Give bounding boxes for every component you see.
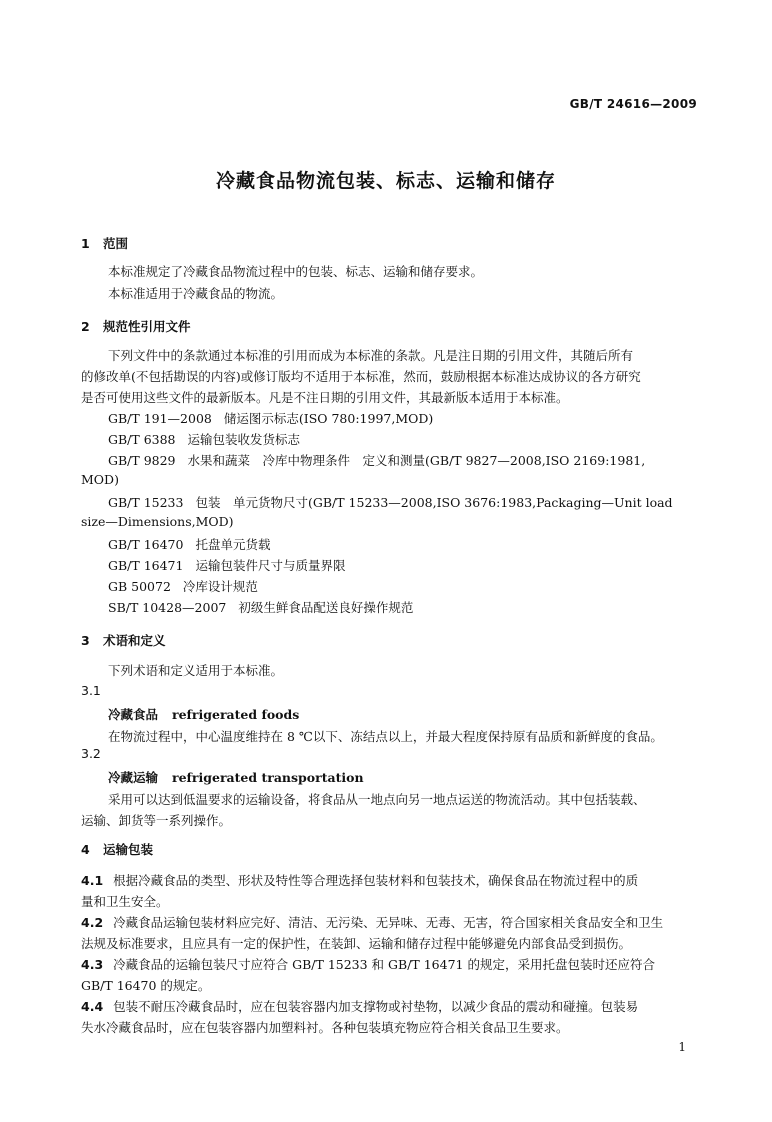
reference-code: GB/T 191—2008 <box>108 411 212 426</box>
section-4-heading <box>81 840 153 858</box>
clause-text: 根据冷藏食品的类型、形状及特性等合理选择包装材料和包装技术，确保食品在物流过程中的质 <box>113 873 639 888</box>
reference-code: GB 50072 <box>108 579 171 594</box>
clause-line <box>81 997 693 1015</box>
page-number: 1 <box>678 1040 686 1054</box>
term-chinese: 冷藏运输 <box>108 770 159 785</box>
clause-line: 法规及标准要求，且应具有一定的保护性，在装卸、运输和储存过程中能够避免内部食品受到损伤。 <box>81 936 632 951</box>
paragraph-line: 本标准规定了冷藏食品物流过程中的包装、标志、运输和储存要求。 <box>108 264 484 279</box>
reference-code: GB/T 15233 <box>108 495 184 510</box>
term-definition: 采用可以达到低温要求的运输设备，将食品从一地点向另一地点运送的物流活动。其中包括装载、 <box>108 792 646 807</box>
clause-line: GB/T 16470 的规定。 <box>81 978 211 993</box>
reference-item <box>108 493 673 511</box>
clause-line: 量和卫生安全。 <box>81 894 169 909</box>
clause-line <box>81 871 693 889</box>
reference-title: 托盘单元货载 <box>195 537 271 552</box>
term-number: 3.2 <box>81 746 101 761</box>
reference-item <box>108 430 300 448</box>
paragraph-line: 的修改单(不包括勘误的内容)或修订版均不适用于本标准，然而，鼓励根据本标准达成协议的各方研究 <box>81 369 641 384</box>
reference-title: 包装 单元货物尺寸(GB/T 15233—2008,ISO 3676:1983,Packaging—Unit load <box>195 495 673 510</box>
reference-code: SB/T 10428—2007 <box>108 600 227 615</box>
paragraph-line: 是否可使用这些文件的最新版本。凡是不注日期的引用文件，其最新版本适用于本标准。 <box>81 390 569 405</box>
clause-number: 4.1 <box>81 873 104 888</box>
term-english: refrigerated foods <box>172 707 300 722</box>
section-1-heading <box>81 234 128 252</box>
reference-continuation: MOD) <box>81 472 119 487</box>
paragraph-line: 下列术语和定义适用于本标准。 <box>108 663 284 678</box>
term-chinese: 冷藏食品 <box>108 707 159 722</box>
reference-continuation: size—Dimensions,MOD) <box>81 514 234 529</box>
clause-number: 4.4 <box>81 999 104 1014</box>
clause-text: 包装不耐压冷藏食品时，应在包装容器内加支撑物或衬垫物，以减少食品的震动和碰撞。包装易 <box>113 999 639 1014</box>
reference-title: 冷库设计规范 <box>182 579 258 594</box>
paragraph-line: 本标准适用于冷藏食品的物流。 <box>108 286 284 301</box>
clause-line <box>81 913 693 931</box>
clause-number: 4.2 <box>81 915 104 930</box>
paragraph-line: 下列文件中的条款通过本标准的引用而成为本标准的条款。凡是注日期的引用文件，其随后所有 <box>108 348 634 363</box>
reference-item <box>108 577 258 595</box>
reference-code: GB/T 16470 <box>108 537 184 552</box>
reference-title: 水果和蔬菜 冷库中物理条件 定义和测量(GB/T 9827—2008,ISO 2169:1981, <box>187 453 646 468</box>
reference-item <box>108 409 433 427</box>
section-number: 3 <box>81 633 90 648</box>
reference-title: 运输包装收发货标志 <box>187 432 301 447</box>
section-title: 范围 <box>103 236 129 251</box>
reference-title: 初级生鲜食品配送良好操作规范 <box>238 600 414 615</box>
section-2-heading <box>81 317 191 335</box>
section-title: 术语和定义 <box>103 633 166 648</box>
term-definition: 运输、卸货等一系列操作。 <box>81 813 232 828</box>
clause-text: 冷藏食品运输包装材料应完好、清洁、无污染、无异味、无毒、无害，符合国家相关食品安全和卫生 <box>113 915 664 930</box>
section-title: 规范性引用文件 <box>103 319 191 334</box>
reference-item <box>108 451 645 469</box>
reference-code: GB/T 16471 <box>108 558 184 573</box>
term-english: refrigerated transportation <box>172 770 364 785</box>
clause-line <box>81 955 693 973</box>
term-heading <box>108 768 364 786</box>
reference-item <box>108 535 270 553</box>
clause-line: 失水冷藏食品时，应在包装容器内加塑料衬。各种包装填充物应符合相关食品卫生要求。 <box>81 1020 569 1035</box>
clause-text: 冷藏食品的运输包装尺寸应符合 GB/T 15233 和 GB/T 16471 的规定，采用托盘包装时还应符合 <box>113 957 655 972</box>
section-number: 1 <box>81 236 90 251</box>
reference-item <box>108 556 345 574</box>
section-title: 运输包装 <box>103 842 154 857</box>
document-title: 冷藏食品物流包装、标志、运输和储存 <box>215 170 556 192</box>
reference-title: 储运图示标志(ISO 780:1997,MOD) <box>223 411 434 426</box>
term-definition: 在物流过程中，中心温度维持在 8 ℃以下、冻结点以上，并最大程度保持原有品质和新鲜度的食品。 <box>108 729 663 744</box>
term-heading <box>108 705 299 723</box>
standard-code: GB/T 24616—2009 <box>569 97 697 111</box>
reference-title: 运输包装件尺寸与质量界限 <box>195 558 346 573</box>
section-3-heading <box>81 631 166 649</box>
reference-item <box>108 598 413 616</box>
reference-code: GB/T 6388 <box>108 432 176 447</box>
section-number: 2 <box>81 319 90 334</box>
clause-number: 4.3 <box>81 957 104 972</box>
term-number: 3.1 <box>81 683 101 698</box>
reference-code: GB/T 9829 <box>108 453 176 468</box>
section-number: 4 <box>81 842 90 857</box>
